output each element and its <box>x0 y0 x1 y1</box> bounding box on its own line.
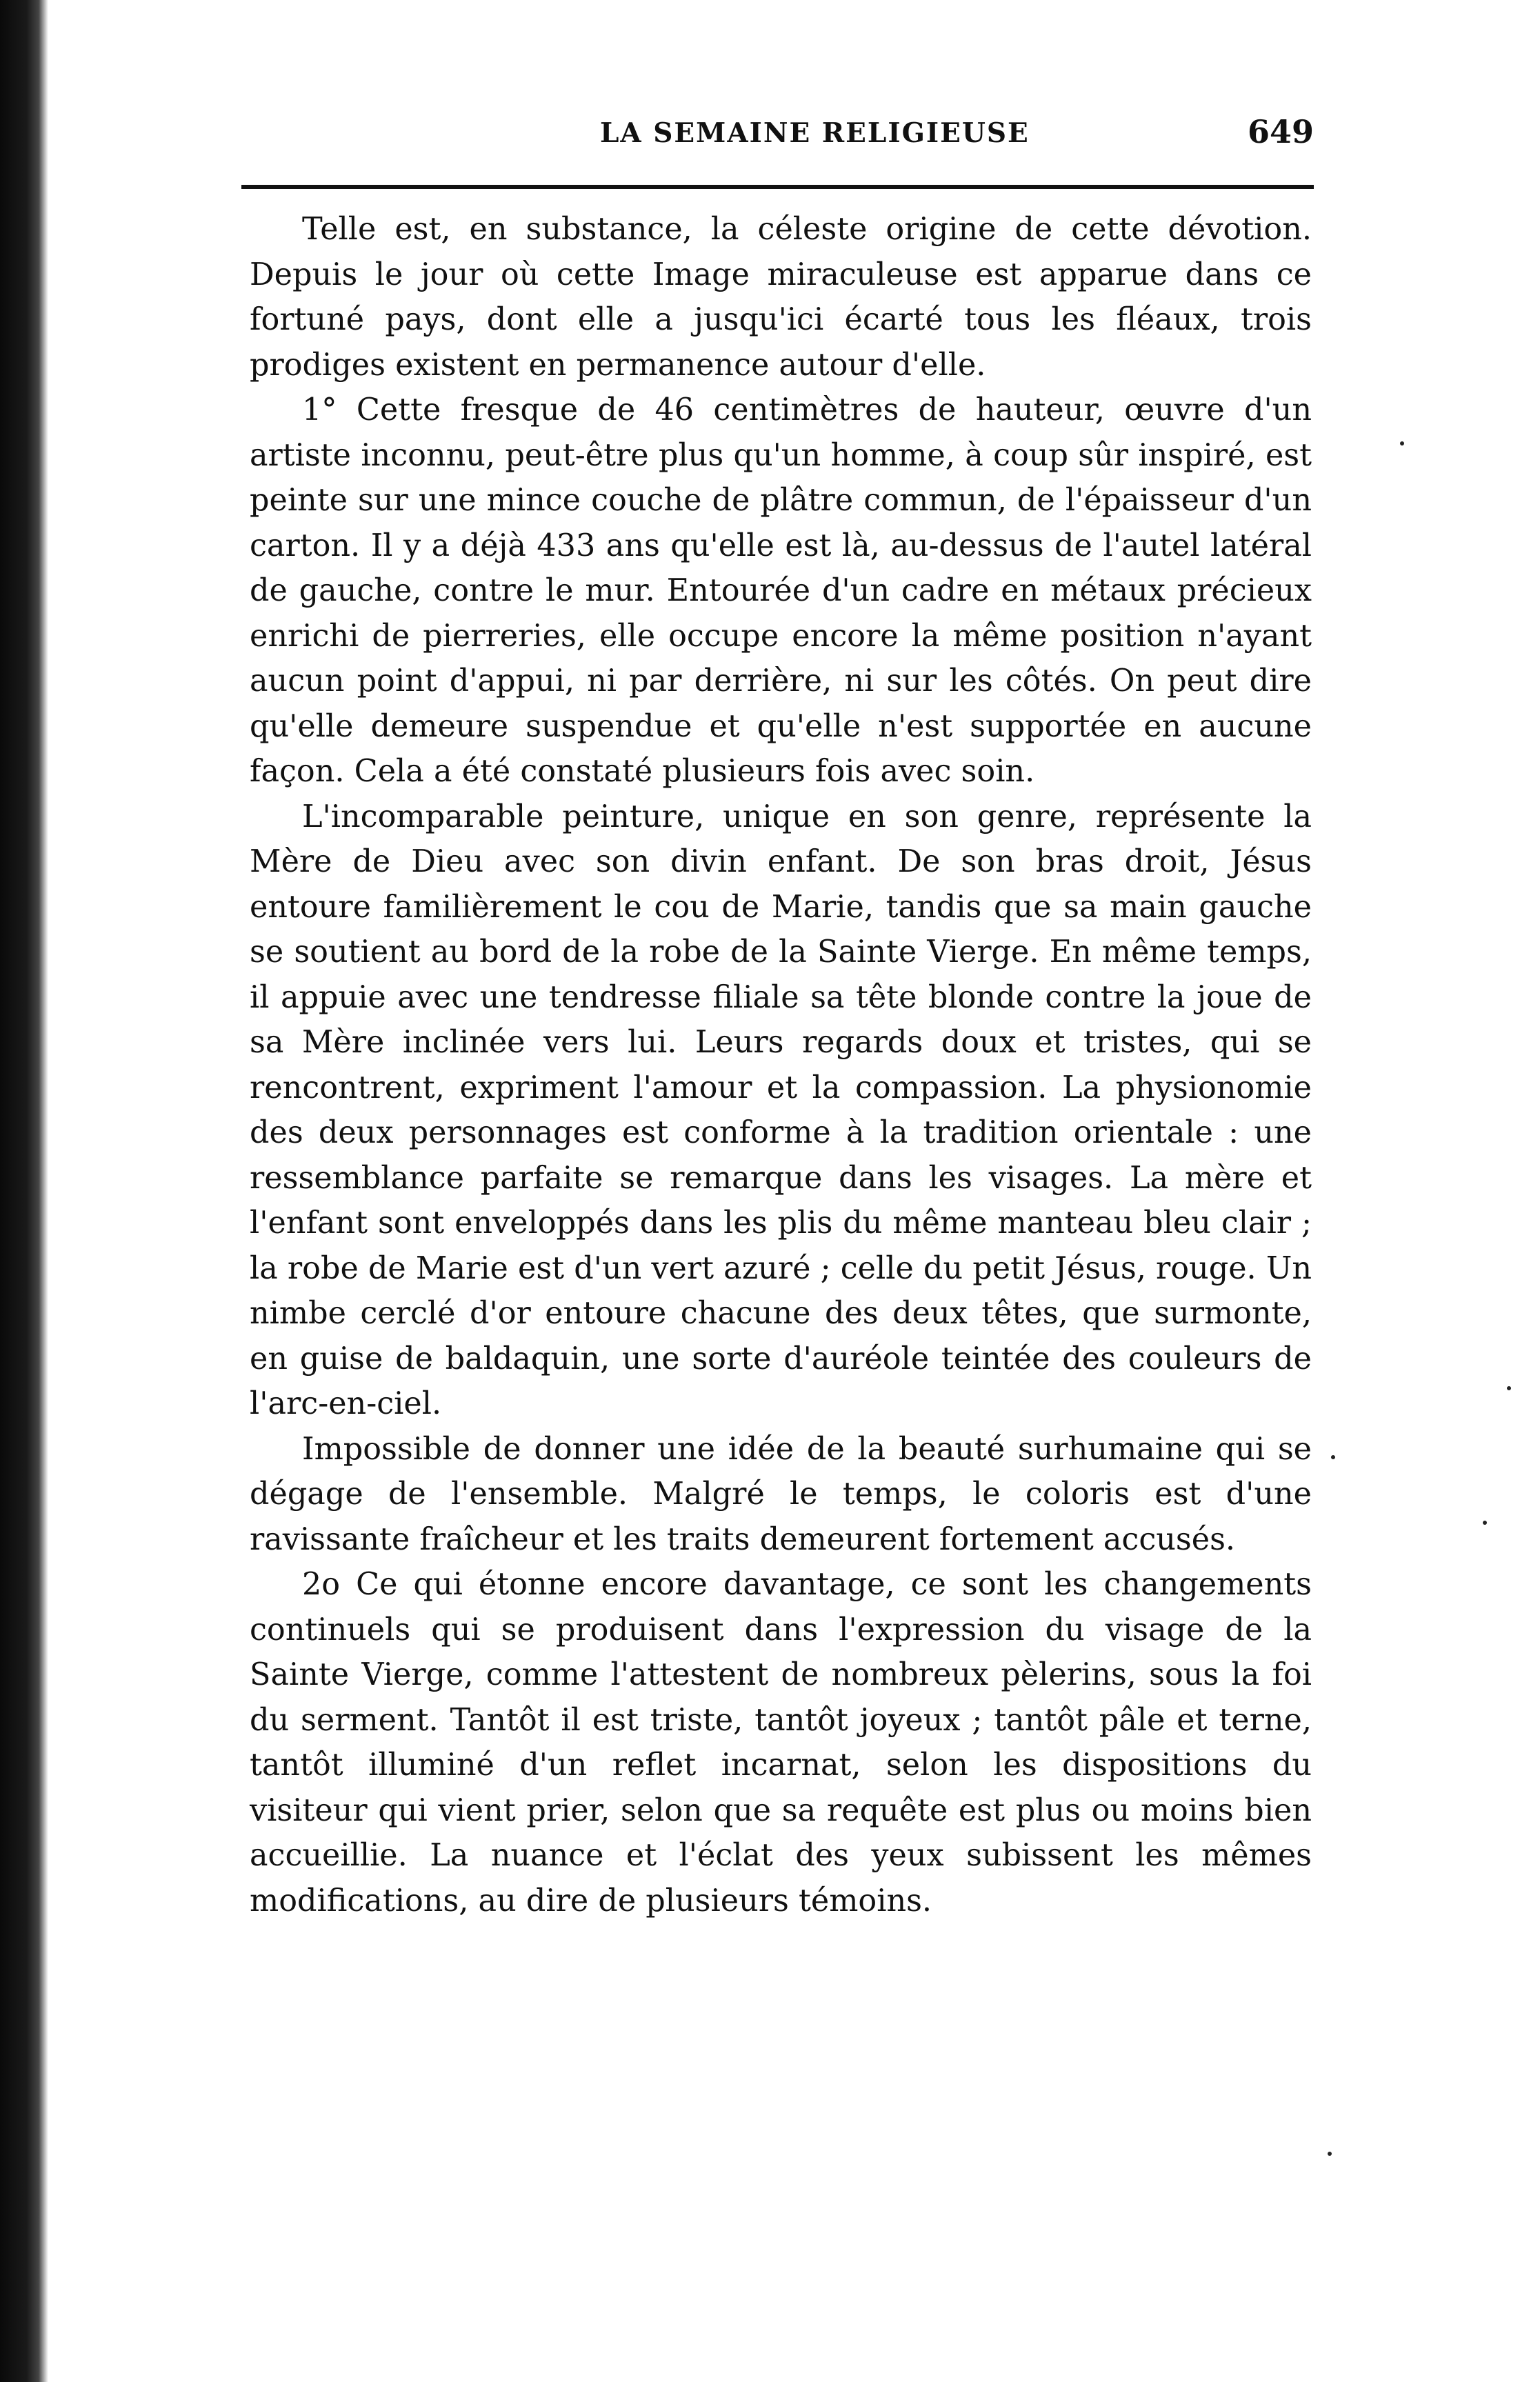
page-header <box>241 113 1314 166</box>
paragraph-painting-description: L'incomparable peinture, unique en son genre, représente la Mère de Dieu avec son divin enfant. De son bras droit, Jésus entoure familièrement le cou de Marie, tandis que sa main gauche se soutient au bord de la robe de la Sainte Vierge. En même temps, il appuie avec une tendresse filiale sa tête blonde contre la joue de sa Mère inclinée vers lui. Leurs regards doux et tristes, qui se rencontrent, expriment l'amour et la compassion. La physionomie des deux personnages est conforme à la tradition orientale : une ressemblance parfaite se remarque dans les visages. La mère et l'enfant sont enveloppés dans les plis du même manteau bleu clair ; la robe de Marie est d'un vert azuré ; celle du petit Jésus, rouge. Un nimbe cerclé d'or entoure chacune des deux têtes, que surmonte, en guise de baldaquin, une sorte d'auréole teintée des couleurs de l'arc-en-ciel. <box>250 799 1312 1421</box>
paragraph-fresco: 1° Cette fresque de 46 centimètres de hauteur, œuvre d'un artiste inconnu, peut-être plus qu'un homme, à coup sûr inspiré, est peinte sur une mince couche de plâtre commun, de l'épaisseur d'un carton. Il y a déjà 433 ans qu'elle est là, au-dessus de l'autel latéral de gauche, contre le mur. Entourée d'un cadre en métaux précieux enrichi de pierreries, elle occupe encore la même position n'ayant aucun point d'appui, ni par derrière, ni sur les côtés. On peut dire qu'elle demeure suspendue et qu'elle n'est supportée en aucune façon. Cela a été constaté plusieurs fois avec soin. <box>250 392 1312 789</box>
paragraph-changes: 2o Ce qui étonne encore davantage, ce sont les changements continuels qui se produisent dans l'expression du visage de la Sainte Vierge, comme l'attestent de nombreux pèlerins, sous la foi du serment. Tantôt il est triste, tantôt joyeux ; tantôt pâle et terne, tantôt illuminé d'un reflet incarnat, selon les dispositions du visiteur qui vient prier, selon que sa requête est plus ou moins bien accueillie. La nuance et l'éclat des yeux subissent les mêmes modifications, au dire de plusieurs témoins. <box>250 1567 1312 1919</box>
scan-speck <box>1483 1521 1487 1525</box>
header-rule <box>241 185 1314 189</box>
scan-speck <box>1331 1455 1335 1459</box>
book-binding-edge <box>0 0 48 2382</box>
scan-speck <box>1328 2152 1332 2156</box>
scan-speck <box>1400 441 1404 446</box>
running-title: LA SEMAINE RELIGIEUSE <box>600 117 1030 149</box>
paragraph-beauty: Impossible de donner une idée de la beauté surhumaine qui se dégage de l'ensemble. Malgré le temps, le coloris est d'une ravissante fraîcheur et les traits demeurent fortement accusés. <box>250 1431 1312 1557</box>
body-text <box>250 207 1312 1923</box>
scan-speck <box>1507 1386 1511 1390</box>
paragraph-origin: Telle est, en substance, la céleste origine de cette dévotion. Depuis le jour où cette Image miraculeuse est apparue dans ce fortuné pays, dont elle a jusqu'ici écarté tous les fléaux, trois prodiges existent en permanence autour d'elle. <box>250 212 1312 383</box>
page-number: 649 <box>1247 113 1314 150</box>
